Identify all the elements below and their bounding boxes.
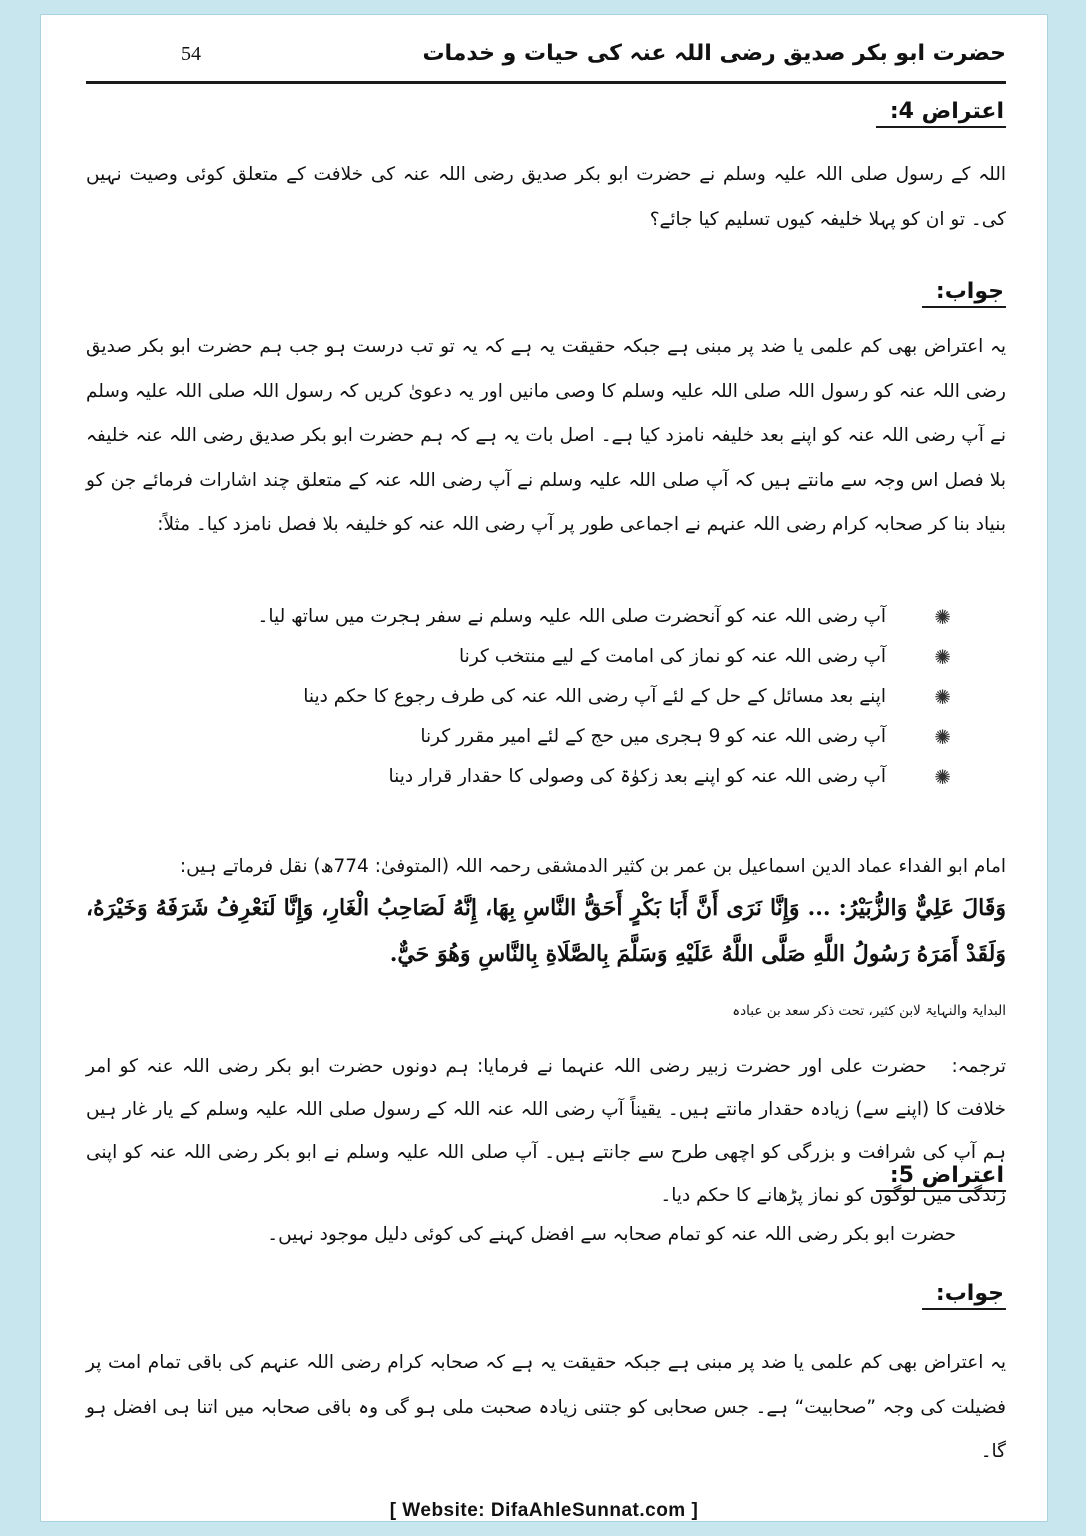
reference-block: [86, 1003, 1006, 1019]
objection-5-heading: اعتراض 5:: [876, 1163, 1006, 1192]
website-footer: [ Website: DifaAhleSunnat.com ]: [389, 1500, 699, 1521]
translation-label: ترجمہ:: [951, 1056, 1006, 1077]
book-title: حضرت ابو بکر صدیق رضی اللہ عنہ کی حیات و خدمات: [422, 41, 1006, 66]
answer-5-text: یہ اعتراض بھی کم علمی یا ضد پر مبنی ہے جبکہ حقیقت یہ ہے کہ صحابہ کرام رضی اللہ عنہم کی باقی تمام امت پر فضیلت کی وجہ ”صحابیت“ ہے۔ جس صحابی کو جتنی زیادہ صحبت ملی ہو گی وہ باقی صحابہ میں اتنا ہی افضل ہو گا۔: [86, 1352, 1006, 1462]
objection-5: [86, 1163, 1006, 1192]
list-item: ✺ آپ رضی اللہ عنہ کو آنحضرت صلی اللہ علیہ وسلم نے سفر ہجرت میں ساتھ لیا۔: [86, 597, 1006, 637]
page: [40, 14, 1048, 1522]
objection-4-heading: اعتراض 4:: [876, 99, 1006, 128]
answer-4-points: [86, 597, 1006, 797]
translation-text: حضرت علی اور حضرت زبیر رضی اللہ عنہما نے فرمایا: ہم دونوں حضرت ابو بکر رضی اللہ عنہ کو امر خلافت کا (اپنے سے) زیادہ حقدار مانتے ہیں۔ یقیناً آپ رضی اللہ عنہ اللہ کے رسول صلی اللہ علیہ وسلم کے یار غار ہیں ہم آپ کی شرافت و بزرگی کو اچھی طرح سے جانتے ہیں۔ آپ صلی اللہ علیہ وسلم نے ابو بکر رضی اللہ عنہ کو اپنی زندگی میں لوگوں کو نماز پڑھانے کا حکم دیا۔: [86, 1056, 1006, 1206]
reference: البدایۃ والنہایۃ لابن کثیر، تحت ذکر سعد بن عبادہ: [732, 1003, 1006, 1019]
sun-star-icon: ✺: [934, 685, 951, 709]
answer-4-text: یہ اعتراض بھی کم علمی یا ضد پر مبنی ہے جبکہ حقیقت یہ ہے کہ یہ تو تب درست ہو جب ہم حضرت ابو بکر صدیق رضی اللہ عنہ کو رسول اللہ صلی اللہ علیہ وسلم کا وصی مانیں اور یہ دعویٰ کریں کہ رسول اللہ صلی اللہ علیہ وسلم نے آپ رضی اللہ عنہ کو اپنے بعد خلیفہ نامزد کیا ہے۔ اصل بات یہ ہے کہ ہم حضرت ابو بکر صدیق رضی اللہ عنہ خلیفہ بلا فصل اس وجہ سے مانتے ہیں کہ آپ صلی اللہ علیہ وسلم نے آپ رضی اللہ عنہ کے متعلق چند اشارات فرمائے جن کو بنیاد بنا کر صحابہ کرام رضی اللہ عنہم نے اجماعی طور پر آپ رضی اللہ عنہ کو خلیفہ بلا فصل نامزد کیا۔ مثلاً:: [86, 336, 1006, 535]
answer-4-body: [86, 325, 1006, 548]
running-header: [86, 37, 1006, 84]
sun-star-icon: ✺: [934, 645, 951, 669]
objection-5-text: حضرت ابو بکر رضی اللہ عنہ کو تمام صحابہ سے افضل کہنے کی کوئی دلیل موجود نہیں۔: [267, 1224, 956, 1245]
points-list: [86, 597, 1006, 797]
list-item: ✺ اپنے بعد مسائل کے حل کے لئے آپ رضی اللہ عنہ کی طرف رجوع کا حکم دینا: [86, 677, 1006, 717]
objection-4-text: اللہ کے رسول صلی اللہ علیہ وسلم نے حضرت ابو بکر صدیق رضی اللہ عنہ کی خلافت کے متعلق کوئی وصیت نہیں کی۔ تو ان کو پہلا خلیفہ کیوں تسلیم کیا جائے؟: [86, 164, 1006, 230]
answer-5-body: [86, 1341, 1006, 1475]
list-item: ✺ آپ رضی اللہ عنہ کو اپنے بعد زکوٰۃ کی وصولی کا حقدار قرار دینا: [86, 757, 1006, 797]
sun-star-icon: ✺: [934, 725, 951, 749]
citation: [86, 849, 1006, 977]
page-number: 54: [181, 43, 201, 65]
objection-5-body: [86, 1213, 1006, 1258]
answer-4: [86, 279, 1006, 308]
list-item: ✺ آپ رضی اللہ عنہ کو نماز کی امامت کے لیے منتخب کرنا: [86, 637, 1006, 677]
answer-5: [86, 1281, 1006, 1310]
citation-intro: امام ابو الفداء عماد الدین اسماعیل بن عمر بن کثیر الدمشقی رحمہ اللہ (المتوفیٰ: 774ھ) نقل فرماتے ہیں:: [179, 856, 1006, 877]
sun-star-icon: ✺: [934, 605, 951, 629]
arabic-quote: وَقَالَ عَلِيٌّ وَالزُّبَيْرُ: ... وَإِنَّا نَرَى أَنَّ أَبَا بَكْرٍ أَحَقُّ النَّاسِ بِهَا، إِنَّهُ لَصَاحِبُ الْغَارِ، وَإِنَّا لَنَعْرِفُ شَرَفَهُ وَخَيْرَهُ، وَلَقَدْ أَمَرَهُ رَسُولُ اللَّهِ صَلَّى اللَّهُ عَلَيْهِ وَسَلَّمَ بِالصَّلَاةِ بِالنَّاسِ وَهُوَ حَيٌّ.: [86, 895, 1006, 967]
objection-4-body: [86, 153, 1006, 242]
answer-4-heading: جواب:: [922, 279, 1006, 308]
answer-5-heading: جواب:: [922, 1281, 1006, 1310]
list-item: ✺ آپ رضی اللہ عنہ کو 9 ہجری میں حج کے لئے امیر مقرر کرنا: [86, 717, 1006, 757]
objection-4: [86, 99, 1006, 128]
sun-star-icon: ✺: [934, 765, 951, 789]
